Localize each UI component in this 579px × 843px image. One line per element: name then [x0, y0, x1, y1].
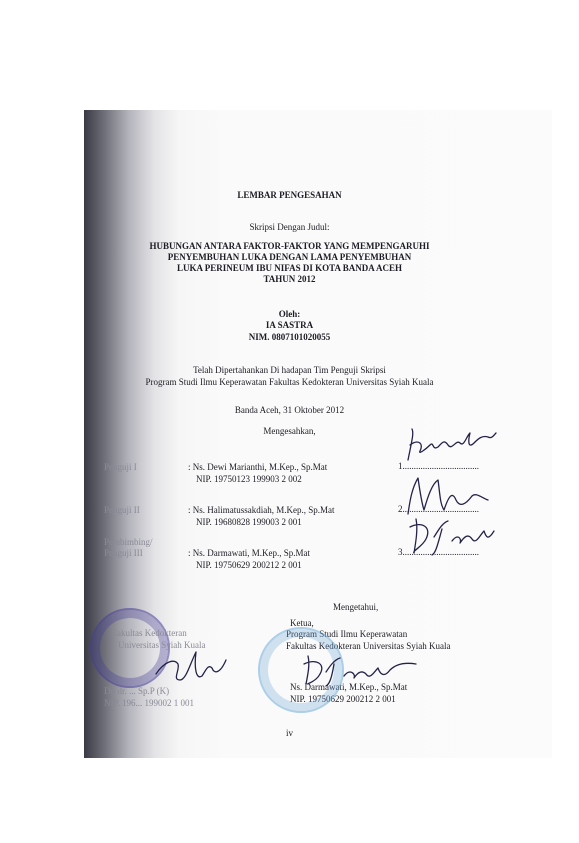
author-name: IA SASTRA: [265, 320, 314, 330]
thesis-title-line-1: HUBUNGAN ANTARA FAKTOR-FAKTOR YANG MEMPENGARUHI: [149, 241, 430, 251]
acknowledge-name: Ns. Darmawati, M.Kep., Sp.Mat: [290, 682, 408, 692]
subtitle: Skripsi Dengan Judul:: [249, 222, 330, 232]
thesis-title-line-3: LUKA PERINEUM IBU NIFAS DI KOTA BANDA ACEH: [177, 263, 402, 273]
author-nim: NIM. 0807101020055: [248, 332, 331, 342]
dean-nip: NIP. 196... 199002 1 001: [104, 698, 195, 708]
examiner-3-sign-line: 3..................................: [398, 547, 479, 557]
examiner-1-nip: NIP. 19750123 199903 2 002: [196, 474, 302, 484]
examiner-2-nip: NIP. 19680828 199003 2 001: [196, 517, 302, 527]
examiner-1-role: Penguji I: [104, 462, 137, 472]
dean-signature: [150, 640, 230, 690]
page-title: LEMBAR PENGESAHAN: [237, 190, 342, 200]
examiner-2-sign-line: 2..................................: [398, 504, 479, 514]
examiner-1-signature: [404, 425, 499, 465]
examiner-3-role-line-1: Pembimbing/: [104, 537, 153, 547]
dean-line-1: Fakultas Kedokteran: [112, 628, 187, 638]
examiner-1-name: : Ns. Dewi Marianthi, M.Kep., Sp.Mat: [188, 462, 328, 472]
dean-name: Dr. dr. ... Sp.P (K): [104, 686, 170, 696]
examiner-3-signature: [404, 513, 499, 558]
examiner-3-name: : Ns. Darmawati, M.Kep., Sp.Mat: [188, 548, 310, 558]
defense-line-1: Telah Dipertahankan Di hadapan Tim Penguji Skripsi: [193, 365, 386, 375]
examiner-2-name: : Ns. Halimatussakdiah, M.Kep., Sp.Mat: [188, 505, 335, 515]
place-date: Banda Aceh, 31 Oktober 2012: [234, 405, 345, 415]
by-label: Oleh:: [278, 309, 301, 319]
examiner-1-sign-line: 1..................................: [398, 461, 479, 471]
approved-label: Mengesahkan,: [263, 426, 316, 436]
acknowledge-nip: NIP. 19750629 200212 2 001: [290, 694, 396, 704]
head-signature: [300, 652, 420, 688]
acknowledge-label: Mengetahui,: [333, 602, 379, 612]
examiner-2-signature: [400, 470, 490, 518]
acknowledge-ketua: Ketua,: [290, 618, 314, 628]
acknowledge-faculty: Fakultas Kedokteran Universitas Syiah Kuala: [286, 641, 451, 651]
examiner-3-nip: NIP. 19750629 200212 2 001: [196, 560, 302, 570]
examiner-2-role: Penguji II: [104, 505, 140, 515]
thesis-title-line-4: TAHUN 2012: [263, 274, 316, 284]
page-number: iv: [285, 728, 293, 738]
thesis-title-line-2: PENYEMBUHAN LUKA DENGAN LAMA PENYEMBUHAN: [167, 252, 412, 262]
examiner-3-role-line-2: Penguji III: [104, 548, 143, 558]
defense-line-2: Program Studi Ilmu Keperawatan Fakultas Kedokteran Universitas Syiah Kuala: [145, 377, 434, 387]
acknowledge-program: Program Studi Ilmu Keperawatan: [286, 629, 408, 639]
dean-line-2: Universitas Syiah Kuala: [118, 640, 206, 650]
